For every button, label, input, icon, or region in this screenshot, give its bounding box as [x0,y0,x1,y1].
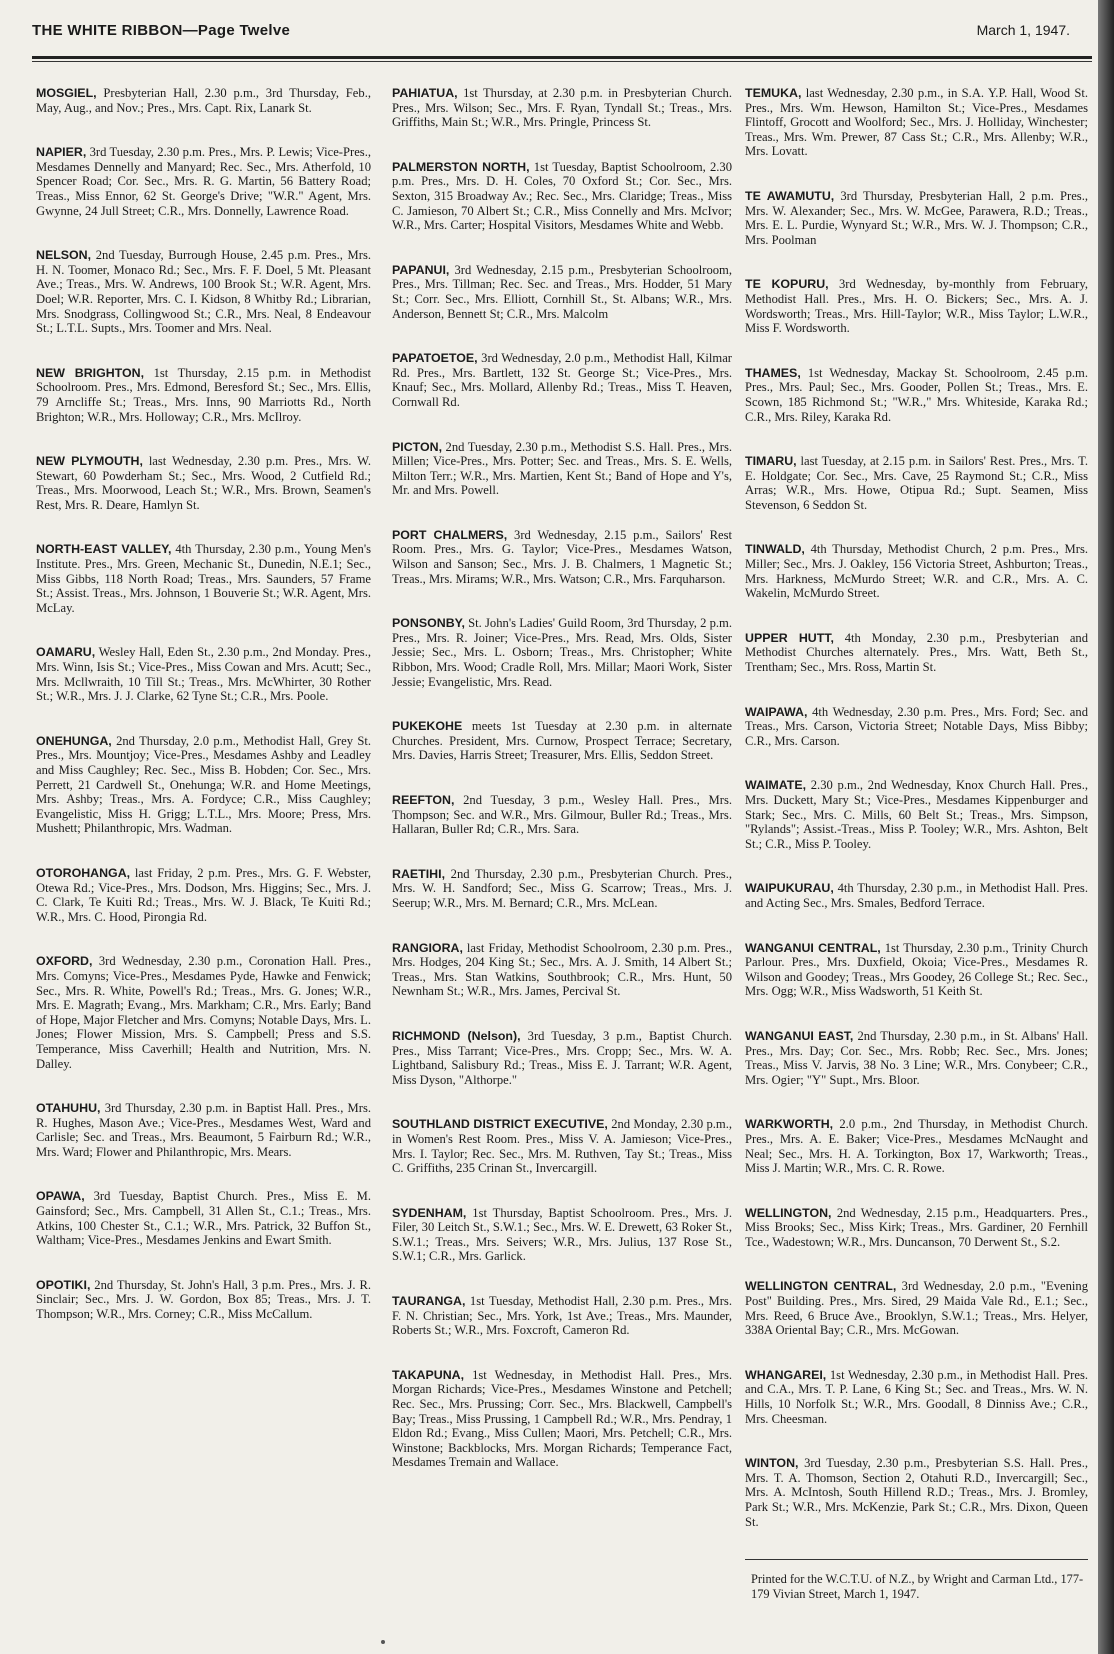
branch-name: RICHMOND (Nelson), [392,1028,521,1043]
branch-name: MOSGIEL, [36,86,97,100]
branch-details: 2nd Thursday, 2.30 p.m., Presbyterian Church. Pres., Mrs. W. H. Sandford; Sec., Miss G. Scarrow; Treas., Mrs. J. Seerup; W.R., Mrs. M. Bernard; C.R., Mrs. McLean. [392,866,732,910]
branch-details: 2nd Monday, 2.30 p.m., in Women's Rest Room. Pres., Miss V. A. Jamieson; Vice-Pres., Mrs. I. Taylor; Rec. Sec., Mrs. M. Ruthven, Tay St.; Treas., Miss C. Griffiths, 235 Crinan St., Invercargill. [392,1117,732,1176]
printer-colophon: Printed for the W.C.T.U. of N.Z., by Wright and Carman Ltd., 177-179 Vivian Street, March 1, 1947. [745,1559,1088,1601]
branch-entry [745,277,1088,335]
branch-name: WINTON, [745,1456,799,1471]
branch-details: 4th Wednesday, 2.30 p.m. Pres., Mrs. Ford; Sec. and Treas., Mrs. Carson, Victoria Street; Notable Days, Miss Bibby; C.R., Mrs. Carson. [745,704,1088,748]
branch-entry [36,366,371,424]
branch-name: PAPATOETOE, [392,351,478,366]
branch-name: REEFTON, [392,793,455,807]
column-1 [36,86,371,1352]
branch-details: 3rd Tuesday, Baptist Church. Pres., Miss E. M. Gainsford; Sec., Mrs. Campbell, 31 Allen St., C.1.; Treas., Mrs. Atkins, 100 Chester St., C.1.; W.R., Mrs. Patrick, 32 Buffon St., Waltham; Vice-Pres., Mesdames Jenkins and Ewart Smith. [36,1189,371,1248]
branch-name: PICTON, [392,439,443,454]
branch-entry [36,542,371,615]
branch-name: TEMUKA, [745,86,802,100]
branch-details: 4th Thursday, 2.30 p.m., in Methodist Hall. Pres. and Acting Sec., Mrs. Smales, Bedford Terrace. [745,881,1088,910]
branch-details: 2nd Thursday, St. John's Hall, 3 p.m. Pres., Mrs. J. R. Sinclair; Sec., Mrs. J. W. Gordon, Box 85; Treas., Mrs. J. T. Thompson; W.R., Mrs. Corney; C.R., Miss McCallum. [36,1277,371,1322]
branch-name: TAURANGA, [392,1294,466,1309]
branch-details: meets 1st Tuesday at 2.30 p.m. in alternate Churches. President, Mrs. Curnow, Prospect Terrace; Secretary, Mrs. Davies, Harris Street; Treasurer, Mrs. Ellis, Seddon Street. [392,719,732,763]
branch-entry [392,440,732,498]
issue-date: March 1, 1947. [976,22,1070,38]
branch-details: 1st Tuesday, Baptist Schoolroom, 2.30 p.m. Pres., Mrs. D. H. Coles, 70 Oxford St.; Cor. Sec., Mrs. Sexton, 315 Broadway Av.; Rec. Sec., Mrs. Claridge; Treas., Miss C. Jamieson, 70 Albert St.; C.R., Miss Connelly and Mrs. McIvor; W.R., Mrs. Carter; Hospital Visitors, Mesdames White and Webb. [392,159,733,233]
branch-entry [392,86,732,130]
branch-name: RANGIORA, [392,940,463,955]
branch-name: RAETIHI, [392,866,446,881]
branch-entry [392,263,732,321]
branch-name: UPPER HUTT, [745,630,834,645]
branch-details: 1st Wednesday, Mackay St. Schoolroom, 2.45 p.m. Pres., Mrs. Paul; Sec., Mrs. Gooder, Pollen St.; Treas., Mrs. E. Scown, 185 Richmond St.; "W.R.," Mrs. Whiteside, Karaka Rd.; C.R., Mrs. Riley, Karaka Rd. [745,365,1088,424]
branch-entry [745,705,1088,749]
branch-entry [392,1206,732,1264]
branch-entry [745,86,1088,159]
branch-entry [36,248,371,336]
branch-details: 3rd Wednesday, 2.30 p.m., Coronation Hall. Pres., Mrs. Comyns; Vice-Pres., Mesdames Pyde, Hawke and Fenwick; Sec., Mrs. R. White, Powell's Rd.; Treas., Mrs. G. Jones; W.R., Mrs. E. Magrath; Evang., Mrs. Markham; C.R., Mrs. Early; Band of Hope, Major Fletcher and Mrs. Comyns; Notable Days, Mrs. L. Jones; Flower Mission, Mrs. S. Campbell; Press and S.S. Temperance, Miss Caverhill; Health and Nutrition, Mrs. N. Dalley. [36,954,371,1071]
header-rule-thin [32,61,1092,62]
branch-details: 1st Wednesday, in Methodist Hall. Pres., Mrs. Morgan Richards; Vice-Pres., Mesdames Winstone and Petchell; Rec. Sec., Mrs. Prussing; Corr. Sec., Mrs. Blackwell, Campbell's Bay; Treas., Miss Prussing, 1 Campbell Rd.; W.R., Mrs. Pendray, 1 Eldon Rd.; Evang., Miss Cullen; Maori, Mrs. Petchell; C.R., Mrs. Winstone; Backblocks, Mrs. Morgan Richards; Temperance Fact, Mesdames Tremain and Wallace. [392,1367,732,1470]
branch-details: 3rd Wednesday, 2.15 p.m., Presbyterian Schoolroom, Pres., Mrs. Tillman; Rec. Sec. and Treas., Mrs. Hodder, 51 Mary St.; Corr. Sec., Mrs. Elliott, Cornhill St., St. Albans; W.R., Mrs. Anderson, Bennett St; C.R., Mrs. Malcolm [392,262,732,321]
publication-title: THE WHITE RIBBON—Page Twelve [32,22,291,39]
branch-name: TE AWAMUTU, [745,188,835,203]
branch-entry [36,866,371,924]
branch-entry [36,1189,371,1247]
branch-details: St. John's Ladies' Guild Room, 3rd Thursday, 2 p.m. Pres., Mrs. R. Joiner; Vice-Pres., Mrs. Read, Mrs. Olds, Sister Jessie; Sec., Mrs. L. Osborn; Treas., Mrs. Christopher; White Ribbon, Mrs. Wood; Cradle Roll, Mrs. Millar; Maori Work, Sister Jessie; Evangelistic, Mrs. Read. [392,616,732,689]
branch-name: SOUTHLAND DISTRICT EXECUTIVE, [392,1117,608,1132]
branch-entry [392,867,732,911]
branch-name: NEW BRIGHTON, [36,365,145,380]
branch-details: 4th Thursday, 2.30 p.m., Young Men's Institute. Pres., Mrs. Green, Mechanic St., Dunedin, N.E.1; Sec., Miss Gibbs, 118 North Road; Treas., Mrs. Saunders, 57 Frame St.; Assist. Treas., Mrs. Johnson, 1 Bouverie St.; W.R. Agent, Mrs. McLay. [36,542,371,615]
header-rule [32,56,1092,59]
branch-entry [745,189,1088,247]
branch-details: 3rd Tuesday, 2.30 p.m. Pres., Mrs. P. Lewis; Vice-Pres., Mesdames Dennelly and Manyard; Rec. Sec., Mrs. Atherfold, 10 Spencer Road; Cor. Sec., Mrs. R. G. Martin, 56 Battery Road; Treas., Miss Ennor, 62 St. George's Drive; "W.R." Agent, Mrs. Gwynne, 24 Jull Street; C.R., Mrs. Donnelly, Lawrence Road. [36,145,371,218]
branch-name: WAIPAWA, [745,704,808,719]
branch-entry [392,528,732,586]
branch-name: NAPIER, [36,145,87,160]
branch-name: WAIMATE, [745,778,807,793]
branch-entry [745,542,1088,600]
page-edge-shadow [1098,0,1114,1654]
branch-name: TIMARU, [745,454,797,469]
branch-details: 3rd Wednesday, 2.0 p.m., "Evening Post" Building. Pres., Mrs. Sired, 29 Maida Vale Rd., E.1.; Sec., Mrs. Reed, 6 Bruce Ave., Brooklyn, S.W.1.; Treas., Mrs. Helyer, 338A Oriental Bay; C.R., Mrs. McGowan. [745,1279,1088,1338]
branch-directory [36,86,1088,1646]
branch-details: 3rd Wednesday, 2.0 p.m., Methodist Hall, Kilmar Rd. Pres., Mrs. Bartlett, 132 St. George St.; Vice-Pres., Mrs. Knauf; Sec., Mrs. Mollard, Allenby Rd.; Treas., Miss T. Heaven, Cornwall Rd. [392,351,732,409]
branch-details: last Friday, 2 p.m. Pres., Mrs. G. F. Webster, Otewa Rd.; Vice-Pres., Mrs. Dodson, Mrs. Higgins; Sec., Mrs. J. C. Clark, Te Kuiti Rd.; Treas., Mrs. W. J. Black, Te Kuiti Rd.; W.R., Mrs. C. Hood, Pirongia Rd. [36,865,371,924]
branch-entry [392,719,732,763]
branch-name: PUKEKOHE [392,719,463,734]
branch-details: Wesley Hall, Eden St., 2.30 p.m., 2nd Monday. Pres., Mrs. Winn, Isis St.; Vice-Pres., Miss Cowan and Mrs. Acutt; Sec., Mrs. Mcllwraith, 10 Till St.; Treas., Mrs. McWhirter, 30 Rother St.; W.R., Mrs. J. J. Clarke, 62 Tyne St.; C.R., Mrs. Poole. [36,645,371,704]
branch-details: 3rd Tuesday, 3 p.m., Baptist Church. Pres., Miss Tarrant; Vice-Pres., Mrs. Cropp; Sec., Mrs. W. A. Lightband, Salisbury Rd.; Treas., Miss E. J. Tarrant; W.R. Agent, Miss Dyson, "Althorpe." [392,1028,732,1087]
branch-entry [745,1029,1088,1087]
branch-entry [36,1278,371,1322]
branch-details: 4th Monday, 2.30 p.m., Presbyterian and Methodist Churches alternately. Pres., Mrs. Watt, Beth St., Trentham; Sec., Mrs. Ross, Martin St. [745,630,1089,675]
branch-details: last Friday, Methodist Schoolroom, 2.30 p.m. Pres., Mrs. Hodges, 204 King St.; Sec., Mrs. A. J. Smith, 14 Albert St.; Treas., Mrs. Stan Watkins, Southbrook; C.R., Mrs. Hunt, 50 Newnham St.; W.R., Mrs. James, Percival St. [392,940,732,999]
branch-entry [392,1117,732,1175]
branch-details: 3rd Wednesday, 2.15 p.m., Sailors' Rest Room. Pres., Mrs. G. Taylor; Vice-Pres., Mesdames Watson, Wilson and Sanson; Sec., Mrs. J. B. Chalmers, 1 Magnetic St.; Treas., Mrs. Mirams; W.R., Mrs. Watson; C.R., Mrs. Farquharson. [392,527,732,586]
branch-name: THAMES, [745,365,801,380]
branch-entry [36,734,371,836]
branch-name: WAIPUKURAU, [745,881,834,896]
branch-entry [745,1456,1088,1529]
branch-name: NEW PLYMOUTH, [36,454,143,469]
branch-entry [392,1294,732,1338]
branch-entry [36,645,371,703]
branch-entry [745,366,1088,424]
branch-entry [36,954,371,1071]
branch-entry [392,941,732,999]
branch-entry [745,881,1088,910]
branch-details: 2.30 p.m., 2nd Wednesday, Knox Church Hall. Pres., Mrs. Duckett, Mary St.; Vice-Pres., Mesdames Kippenburger and Stark; Sec., Mrs. C. Mills, 60 Belt St.; Treas., Mrs. Simpson, "Rylands"; Assist.-Treas., Miss P. Tooley; W.R., Mrs. Ashton, Belt St.; C.R., Miss P. Tooley. [745,778,1088,851]
branch-details: 2nd Tuesday, Burrough House, 2.45 p.m. Pres., Mrs. H. N. Toomer, Monaco Rd.; Sec., Mrs. F. F. Doel, 5 Mt. Pleasant Ave.; Treas., Mrs. W. Andrews, 100 Brook St.; W.R. Agent, Mrs. Doel; W.R. Reporter, Mrs. C. I. Kidson, 8 Whitby Rd.; Librarian, Mrs. Snodgrass, Collingwood St.; C.R., Mrs. Neal, 8 Endeavour St.; L.T.L. Supts., Mrs. Toomer and Mrs. Neal. [36,248,371,336]
branch-entry [392,616,732,689]
branch-name: WARKWORTH, [745,1117,834,1132]
branch-entry [745,631,1088,675]
branch-name: WANGANUI CENTRAL, [745,940,881,955]
branch-details: last Tuesday, at 2.15 p.m. in Sailors' Rest. Pres., Mrs. T. E. Holdgate; Cor. Sec., Mrs. Cave, 25 Raymond St.; C.R., Miss Arras; W.R., Mrs. Howe, Otipua Rd.; Supt. Seamen, Miss Stevenson, 6 Seddon St. [745,454,1088,512]
branch-name: TAKAPUNA, [392,1367,465,1382]
branch-details: 2nd Tuesday, 3 p.m., Wesley Hall. Pres., Mrs. Thompson; Sec. and W.R., Mrs. Gilmour, Buller Rd.; Treas., Mrs. Hallaran, Buller Rd; C.R., Mrs. Sara. [392,793,732,837]
branch-details: 1st Wednesday, 2.30 p.m., in Methodist Hall. Pres. and C.A., Mrs. T. P. Lane, 6 King St.; Sec. and Treas., Mrs. W. N. Hills, 10 Norfolk St.; W.R., Mrs. Goodall, 8 Dinniss Ave.; C.R., Mrs. Cheesman. [745,1367,1088,1426]
branch-entry [36,454,371,512]
branch-entry [392,160,732,233]
branch-name: WHANGAREI, [745,1367,827,1382]
branch-details: 1st Thursday, 2.15 p.m. in Methodist Schoolroom. Pres., Mrs. Edmond, Beresford St.; Sec., Mrs. Ellis, 79 Arncliffe St.; Treas., Mrs. Inns, 90 Marriotts Rd., North Brighton; W.R., Mrs. Holloway; C.R., Mrs. McIlroy. [36,365,371,424]
branch-entry [745,1279,1088,1337]
branch-entry [392,1029,732,1087]
branch-details: 3rd Wednesday, by-monthly from February, Methodist Hall. Pres., Mrs. H. O. Bickers; Sec., Mrs. A. J. Wordsworth; Treas., Mrs. Hill-Taylor; W.R., Miss Taylor; L.W.R., Miss F. Wordsworth. [745,277,1088,336]
branch-details: 1st Thursday, Baptist Schoolroom. Pres., Mrs. J. Filer, 30 Leitch St., S.W.1.; Sec., Mrs. W. E. Drewett, 63 Roker St., S.W.1.; Treas., Mrs. Seivers; W.R., Mrs. Julius, 137 Rose St., S.W.1; C.R., Mrs. Garlick. [392,1205,732,1264]
branch-details: 1st Thursday, 2.30 p.m., Trinity Church Parlour. Pres., Mrs. Duxfield, Okoia; Vice-Pres., Mesdames R. Wilson and Goodey; Treas., Mrs Goodey, 26 College St.; Rec. Sec., Mrs. Ogg; W.R., Miss Wadsworth, 51 Keith St. [745,940,1088,999]
branch-details: 1st Thursday, at 2.30 p.m. in Presbyterian Church. Pres., Mrs. Wilson; Sec., Mrs. F. Ryan, Tyndall St.; Treas., Mrs. Griffiths, Main St.; W.R., Mrs. Pringle, Princess St. [392,86,732,130]
print-speck [381,1640,385,1644]
branch-name: ONEHUNGA, [36,733,112,748]
branch-entry [392,793,732,837]
branch-name: SYDENHAM, [392,1205,467,1220]
branch-name: OPOTIKI, [36,1277,91,1292]
branch-entry [36,145,371,218]
branch-details: last Wednesday, 2.30 p.m., in S.A. Y.P. Hall, Wood St. Pres., Mrs. Wm. Hewson, Hamilton St.; Vice-Pres., Mesdames Flintoff, Grocott and Woolford; Sec., Mrs. J. Holliday, Winchester; Treas., Mrs. Wm. Prewer, 87 Cass St.; C.R., Mrs. Allenby; W.R., Mrs. Lovatt. [745,86,1088,159]
branch-name: TINWALD, [745,542,805,557]
branch-name: PONSONBY, [392,616,465,631]
branch-name: OTOROHANGA, [36,865,131,880]
branch-name: PAPANUI, [392,262,450,277]
branch-details: Presbyterian Hall, 2.30 p.m., 3rd Thursday, Feb., May, Aug., and Nov.; Pres., Mrs. Capt. Rix, Lanark St. [36,86,371,115]
branch-entry [36,86,371,115]
branch-name: WELLINGTON CENTRAL, [745,1279,897,1294]
branch-entry [745,1368,1088,1426]
branch-name: OXFORD, [36,954,93,969]
branch-details: 3rd Tuesday, 2.30 p.m., Presbyterian S.S. Hall. Pres., Mrs. T. A. Thomson, Section 2, Otahuti R.D., Invercargill; Sec., Mrs. A. McIntosh, South Hillend R.D.; Treas., Mrs. J. Bromley, Park St.; W.R., Mrs. McKenzie, Park St.; C.R., Mrs. Dixon, Queen St. [745,1456,1088,1529]
branch-entry [745,1206,1088,1250]
branch-name: NELSON, [36,248,92,263]
branch-name: NORTH-EAST VALLEY, [36,542,172,557]
branch-entry [745,1117,1088,1175]
branch-details: 3rd Thursday, 2.30 p.m. in Baptist Hall. Pres., Mrs. R. Hughes, Mason Ave.; Vice-Pres., Mesdames West, Ward and Carlisle; Sec. and Treas., Mrs. Beaumont, 5 Fairburn Rd.; W.R., Mrs. Ward; Flower and Philanthropic, Mrs. Mears. [36,1101,371,1159]
branch-name: PORT CHALMERS, [392,527,508,542]
branch-details: 4th Thursday, Methodist Church, 2 p.m. Pres., Mrs. Miller; Sec., Mrs. J. Oakley, 156 Victoria Street, Ashburton; Treas., Mrs. Harkness, McMurdo Street; W.R. and C.R., Mrs. A. C. Wakelin, McMurdo Street. [745,542,1088,601]
branch-details: 1st Tuesday, Methodist Hall, 2.30 p.m. Pres., Mrs. F. N. Christian; Sec., Mrs. York, 1st Ave.; Treas., Mrs. Maunder, Roberts St.; W.R., Mrs. Foxcroft, Cameron Rd. [392,1294,732,1338]
branch-entry [392,351,732,409]
branch-entry [36,1101,371,1159]
branch-name: PALMERSTON NORTH, [392,159,530,174]
column-3 [745,86,1088,1601]
branch-name: TE KOPURU, [745,277,829,292]
branch-details: 2nd Wednesday, 2.15 p.m., Headquarters. Pres., Miss Brooks; Sec., Miss Kirk; Treas., Mrs. Gardiner, 20 Fernhill Tce., Wadestown; W.R., Mrs. Duncanson, 70 Derwent St., S.2. [745,1205,1088,1249]
branch-details: 2.0 p.m., 2nd Thursday, in Methodist Church. Pres., Mrs. A. E. Baker; Vice-Pres., Mesdames McNaught and Neal; Sec., Mrs. H. A. Torkington, Box 17, Warkworth; Treas., Miss J. Martin; W.R., Mrs. C. R. Rowe. [745,1117,1088,1176]
page-header [32,22,1114,52]
branch-details: 2nd Tuesday, 2.30 p.m., Methodist S.S. Hall. Pres., Mrs. Millen; Vice-Pres., Mrs. Potter; Sec. and Treas., Mrs. S. E. Wells, Milton Terr.; W.R., Mrs. Martien, Kent St.; Band of Hope and Y's, Mr. and Mrs. Powell. [392,439,732,498]
branch-entry [745,454,1088,512]
branch-name: WELLINGTON, [745,1205,832,1220]
branch-details: 2nd Thursday, 2.30 p.m., in St. Albans' Hall. Pres., Mrs. Day; Cor. Sec., Mrs. Robb; Rec. Sec., Mrs. Jones; Treas., Miss V. Jarvis, 38 No. 3 Line; W.R., Mrs. Conybeer; C.R., Mrs. Ogier; "Y" Supt., Mrs. Bloor. [745,1028,1089,1087]
branch-details: 3rd Thursday, Presbyterian Hall, 2 p.m. Pres., Mrs. W. Alexander; Sec., Mrs. W. McGee, Parawera, R.D.; Treas., Mrs. E. L. Purdie, Wynyard St.; W.R., Mrs. W. J. Thompson; C.R., Mrs. Poolman [745,188,1088,247]
branch-name: PAHIATUA, [392,86,458,100]
branch-name: OPAWA, [36,1189,85,1204]
branch-entry [745,778,1088,851]
branch-details: last Wednesday, 2.30 p.m. Pres., Mrs. W. Stewart, 60 Powderham St.; Sec., Mrs. Wood, 2 Cutfield Rd.; Treas., Mrs. Moorwood, Leach St.; W.R., Mrs. Brown, Seamen's Rest, Mrs. R. Deare, Hamlyn St. [36,454,371,512]
branch-name: OAMARU, [36,645,96,660]
branch-name: WANGANUI EAST, [745,1028,854,1043]
branch-entry [745,941,1088,999]
branch-name: OTAHUHU, [36,1101,101,1116]
branch-entry [392,1368,732,1470]
column-2 [392,86,732,1500]
branch-details: 2nd Thursday, 2.0 p.m., Methodist Hall, Grey St. Pres., Mrs. Mountjoy; Vice-Pres., Mesdames Ashby and Leadley and Miss Caughley; Rec. Sec., Miss B. Hobden; Cor. Sec., Mrs. Perrett, 21 Cardwell St., Onehunga; W.R. and Home Meetings, Mrs. Ashby; Treas., Mrs. A. Fordyce; C.R., Miss Caughley; Evangelistic, Miss H. Grigg; L.T.L., Mrs. Moore; Press, Mrs. Mushett; Philanthropic, Mrs. Wadman. [36,733,371,836]
